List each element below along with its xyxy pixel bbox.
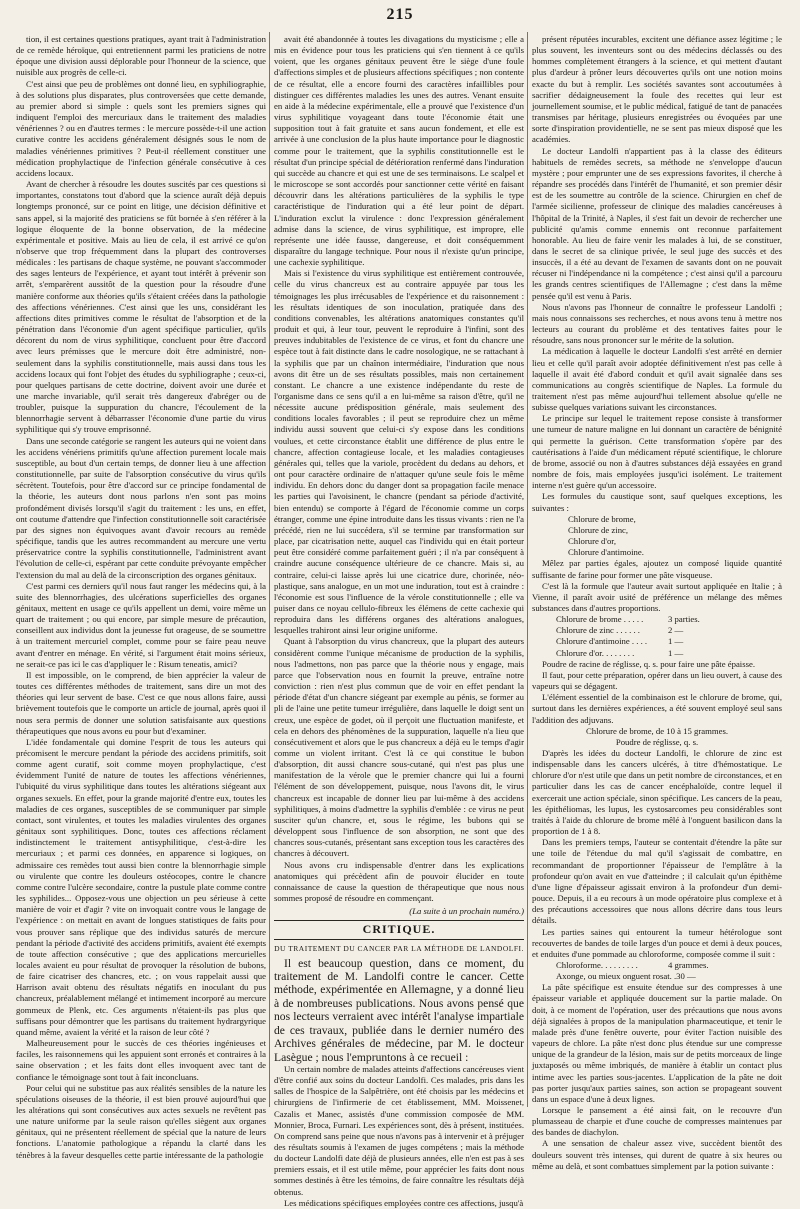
section-divider <box>274 920 524 921</box>
paragraph: avait été abandonnée à toutes les divagations du mysticisme ; elle a mis en évidence pour tous les praticiens qui s'en tiennent à ce qu'ils voient, que les organes génitaux peuvent être le siège d'une foule d'affections simples et de plusieurs affections spécifiques ; non contente de ce résultat, elle a encore fourni des caractères infaillibles pour distinguer ces différentes maladies les unes des autres. Venant ensuite en aide à la médecine expérimentale, elle a prouvé que l'existence d'un virus syphilitique voyageant dans toute l'économie était une supposition tout à fait gratuite et sans aucun fondement, et elle est arrivée à une conclusion de la plus haute importance pour le diagnostic comme pour le traitement, que la syphilis constitutionnelle est le résultat d'un principe spécial de détérioration renfermé dans l'induration qui succède au chancre et qui est une de ses terminaisons. Le scalpel et le microscope se sont accordés pour sanctionner cette vérité en faisant découvrir dans les altérations particulières de la syphilis le type caractéristique de l'induration qui a été leur point de départ. L'induration exclut la virulence : donc l'expression généralement admise dans la science, de virus syphilitique, est impropre, elle représente une idée fausse, dangereuse, et doit conséquemment disparaître du langage technique. Pour nous il n'existe qu'un principe, une cachexie syphilitique. <box>274 34 524 268</box>
paragraph: Quant à l'absorption du virus chancreux, que la plupart des auteurs considèrent comme l'unique mécanisme de production de la syphilis, nous l'admettons, non pas parce que la théorie nous y engage, mais parce que l'observation nous en fournit la preuve, entraîne notre conviction : rien n'est plus commun que de voir en effet pendant la période d'état d'un chancre siégeant par exemple au pénis, se former au pli de l'aine une petite tumeur irrégulière, dans laquelle le doigt sent un creux, une espèce de godet, où il perçoit une fluctuation manifeste, et cela en dehors des phénomènes de la suppuration, laquelle n'a lieu que consécutivement et alors que le pus chancreux a déjà eu le temps d'agir comme un violent irritant. C'est là ce qui constitue le bubon d'absorption, dit aussi chancre sous-cutané, qui n'est pas plus une manifestation de la vérole que le premier chancre qui lui a fourni l'élément de son développement, puisque, nous l'avons dit, le virus chancreux est incapable de donner lieu par lui-même à des accidens syphilitiques, à moins d'admettre la syphilis d'emblée : ce virus ne peut susciter qu'un chancre, et, sous le régime, les bubons qui se développent sous l'influence de son absorption, ne sont que des chancres sous-cutanés, présentant sans exception tous les caractères des chancres à découvert. <box>274 636 524 859</box>
paragraph: Dans les premiers temps, l'auteur se contentait d'étendre la pâte sur une toile de l'étendue du mal qu'il s'agissait de combattre, en recommandant de proportionner l'épaisseur de l'emplâtre à la profondeur qu'on avait en vue d'atteindre ; il calculait qu'un épithème d'une ligne d'épaisseur agissait environ à la profondeur d'un demi-pouce. Depuis, il a eu recours à un mode opératoire plus complexe et à des précautions accessoires que nous allons décrire dans tous leurs détails. <box>532 837 782 926</box>
paragraph: Les formules du caustique sont, sauf quelques exceptions, les suivantes : <box>532 491 782 513</box>
paragraph: Malheureusement pour le succès de ces théories ingénieuses et faciles, les raisonnemens qui les appuient sont erronés et contraires à la saine observation ; et les faits dont elles invoquent avec tant de confiance le témoignage sont tout à fait inconcluans. <box>16 1038 266 1082</box>
paragraph: Les parties saines qui entourent la tumeur hétérologue sont recouvertes de bandes de toile larges d'un pouce et demi à deux pouces, et enduites d'une pommade au chloroforme, composée comme il suit : <box>532 926 782 959</box>
paragraph: D'après les idées du docteur Landolfi, le chlorure de zinc est indispensable dans les cancers ulcérés, à titre d'hémostatique. Le chlorure d'or n'est utile que dans un petit nombre de circonstances, et en particulier dans les cas de cancer encéphaloïde, contre lequel il exercerait une action spéciale, sinon spécifique. Les cancers de la peau, les épithéliomas, les lupus, les cystosarcomes peu considérables sont traités à l'aide du chlorure de brome mêlé à l'onguent basilicon dans la proportion de 1 à 8. <box>532 748 782 837</box>
paragraph: Avant de chercher à résoudre les doutes suscités par ces questions si importantes, constatons tout d'abord que la science auraît déjà depuis longtemps prononcé, sur ce point en litige, une décision définitive et sans appel, si la majorité des praticiens se fût bornée à s'en référer à la logique éloquente de la bonne observation, de la médecine expérimentale et positive. Mais au lieu de cela, il est arrivé ce qu'on n'observe que trop fréquemment dans la plupart des controverses médicales : les partisans de chaque système, ne pouvant s'accommoder des sages lenteurs de l'expérience, et ayant tout intérêt à prévenir son arrêt, s'emparèrent aussitôt de la question pour la résoudre d'une manière conforme aux théories qu'ils s'étaient créées dans la pathologie des affections vénériennes. C'est ainsi que les uns, considérant les affections dites primitives comme le résultat de l'absorption et de la pénétration dans l'économie d'un agent spécifique particulier, qu'ils décorent du nom de virus syphilitique, concluent pour être d'accord avec leurs prémisses que le mercure doit être administré, non-seulement dans la syphilis constitutionnelle, mais aussi dans tous les accidens locaux qui font l'objet des études du syphiliographe ; ceux-ci, pour quelques partisans de cette doctrine, doivent avoir une durée et une marche invariable, qu'il serait très dangereux d'abréger ou de troubler, puisque la suppuration du chancre, l'écoulement de la blennorrhagie servent à débarrasser l'économie d'une partie du virus syphilitique qui s'y trouve emprisonné. <box>16 179 266 435</box>
formula-line: Poudre de réglisse, q. s. <box>615 736 699 747</box>
paragraph: Il faut, pour cette préparation, opérer dans un lieu ouvert, à cause des vapeurs qui se dégagent. <box>532 669 783 692</box>
formula-item: Chlorure d'antimoine. <box>568 547 644 558</box>
paragraph: La pâte spécifique est ensuite étendue sur des compresses à une épaisseur variable et appliquée doucement sur la partie malade. On doit, à ce moment de l'opération, user des précautions que nous avons déjà signalées à propos de la manipulation pharmaceutique, et tenir le malade près d'une fenêtre ouverte, pour éviter l'action nuisible des vapeurs de chlore. La pâte n'est donc plus étendue sur une compresse unique de la grandeur de la lésion, mais sur de petits morceaux de linge juxtaposés ou même imbriqués, de manière à établir un contact plus intime avec les parties sous-jacentes. L'application de la pâte ne doit pas porter jusqu'aux parties saines, son action se propageant souvent dans un espace d'une à deux lignes. <box>532 982 782 1104</box>
formula-row <box>532 648 782 659</box>
paragraph: Les médications spécifiques employées contre ces affections, jusqu'à <box>284 1197 524 1208</box>
paragraph: L'idée fondamentale qui domine l'esprit de tous les auteurs qui précomisent le mercure pendant la période des accidens primitifs, soit comme agent curatif, soit comme moyen prophylactique, c'est évidemment l'unité de nature de toutes les affections vénériennes, l'ubiquité du virus syphilitique dans toutes les altérations siégeant aux organes sexuels. En effet, pour la grande majorité d'entre eux, toutes les maladies de ces organes, susceptibles de se communiquer par simple contact, sont virulentes, et toutes les maladies virulentes des organes génitaux sont syphilitiques. Donc, toutes ces affections réclament indistinctement le traitement antisyphilitique, c'est-à-dire les mercuriaux ; et parmi ces données, en apparence si logiques, on admissaire ces remèdes tout aussi bien contre la blennorrhagie simple ou virulente que contre les douleurs ostéocopes, contre le chancre comme contre l'ulcère secondaire, contre la pustule plate comme contre les syphilides... Opposez-vous une objection un peu sérieuse à cette manière de voir et d'agir ? vite on invoquait contre vous le langage de l'expérience : on mettait en avant de longues statistiques de faits pour vous prouver sans réplique que des individus saturés de mercure pendant la période d'activité des accidens primitifs, avaient été exempts de toute affection consécutive ; que des applications mercurielles locales avaient eu pour résultat de provoquer la résolution de bubons, de faire cicatriser des chancres, etc. ; on vous rappelait aussi que Harrison avait obtenu des résultats négatifs en inoculant du pus chancreux, préalablement mélangé et intimement incorporé au mercure gommeux de Plenk, etc. Ces arguments n'étaient-ils pas plus que suffisans pour démontrer que les partisans du traitement hydrargyrique quand même, avaient la vérité et la raison de leur côté ? <box>16 736 266 1037</box>
paragraph: Le docteur Landolfi n'appartient pas à la classe des éditeurs habituels de remèdes secrets, sa méthode ne s'enveloppe d'aucun mystère ; pour emprunter une de ses expressions favorites, il cherche à répandre ses procédés dans l'intérêt de l'humanité, et son premier désir est de les soumettre au contrôle de la science. Chirurgien en chef de l'armée sicilienne, professeur de clinique des maladies cancéreuses à l'hôpital de la Trinité, à Naples, il s'est fait un devoir de rechercher une publicité qu'amis comme ennemis ont reconnue parfaitement honorable. Au lieu de faire venir les malades à lui, de se constituer, dans le secret de sa clinique privée, le seul juge des succès et des insuccès, il a été au devant de l'examen de savants dont on ne pouvait récuser ni l'indépendance ni la compétence ; c'est ainsi qu'il a parcouru les grands centres scientifiques de l'Allemagne ; c'est dans la même pensée qu'il est venu à Paris. <box>532 145 782 301</box>
paragraph: Nous n'avons pas l'honneur de connaître le professeur Landolfi ; mais nous connaissons ses recherches, et nous avons tenu à mettre nos lecteurs au courant du problème et des tentatives faites pour le résoudre, sans nous prononcer sur le mérite de la solution. <box>532 301 782 346</box>
paragraph: Un certain nombre de malades atteints d'affections cancéreuses vient d'être confié aux soins du docteur Landolfi. Ces malades, pris dans les salles de l'hospice de la Salpêtrière, ont été choisis par les médecins et chirurgiens de l'infirmerie de cet établissement, MM. Moissenet, Cazalis et Manec, assistés d'une commission composée de MM. Monnier, Broca, Furnari. Les expériences sont, dès à présent, instituées. On comprend sans peine que nous n'avons pas à intervenir et à préjuger des résultats soumis à l'examen de juges compétens ; mais la méthode du docteur Landolfi date déjà de plusieurs années, elle n'en est pas à ses premiers essais, et il est utile même, pour apprécier les faits dont nous sommes destinés à être les témoins, de faire connaître les résultats déjà obtenus. <box>274 1063 524 1197</box>
column-2 <box>274 34 524 1208</box>
paragraph: Le principe sur lequel le traitement repose consiste à transformer une tumeur de nature maligne en lui donnant un caractère de bénignité qui permette la guérison. Cette transformation s'opère par des cautérisations à l'aide d'un médicament réputé scientifique, le chlorure de brome, associé ou non à d'autres substances déjà essayées en grand nombre de fois, mais employées jusqu'ici isolément. Le traitement interne n'est guère qu'un accessoire. <box>532 413 782 491</box>
quantity: 4 grammes. <box>668 959 709 970</box>
article-lead <box>274 957 524 1064</box>
paragraph: Pour celui qui ne substitue pas aux réalités sensibles de la nature les spéculations oiseuses de la théorie, il est bien prouvé aujourd'hui que les altérations qui sont consécutives aux actes sexuels ne revêtent pas une nature uniforme par la seule raison qu'elles siègent aux organes génitaux, qui ne présentent réellement de spécial que la nature de leurs fonctions. L'anatomie pathologique a répandu la clarté dans les ténèbres à la faveur desquelles cette partie intéressante de la pathologie <box>16 1082 266 1160</box>
paragraph: C'est parmi ces derniers qu'il nous faut ranger les médecins qui, à la suite des blennorrhagies, des ulcérations superficielles des organes génitaux, mettent en usage ce qu'ils appellent un demi, voire même un quart de traitement ; ou qui encore, par simple mesure de précaution, conseillent aux individus dont la jeunesse fut orageuse, de se soumettre à un traitement mercuriel complet, comme pour se faire peau neuve avant d'entrer en ménage. En vérité, si l'argument était moins sérieux, ne serait-ce pas ici le cas d'appliquer le : Risum teneatis, amici? <box>16 580 266 669</box>
formula-item: Chlorure d'or, <box>568 536 617 547</box>
paragraph: La médication à laquelle le docteur Landolfi s'est arrêté en dernier lieu et celle qu'il paraît avoir adoptée définitivement n'est pas celle à laquelle il avait été d'abord conduit et qu'il avait signalée dans ses communications au congrès scientifique de Naples. La formule du traitement n'est pas même aujourd'hui tellement absolue qu'elle ne subisse quelques variations suivant les circonstances. <box>532 346 782 413</box>
paragraph: Poudre de racine de réglisse, q. s. pour faire une pâte épaisse. <box>542 658 756 669</box>
quantity: 1 — <box>668 636 684 647</box>
ingredient: Chlorure d'antimoine . . . . <box>556 636 648 647</box>
formula-row <box>532 614 782 625</box>
quantity: 1 — <box>668 647 684 658</box>
column-1 <box>16 34 266 1160</box>
formula-row <box>532 636 782 647</box>
paragraph: Mêlez par parties égales, ajoutez un composé liquide quantité suffisante de farine pour former une pâte visqueuse. <box>532 558 782 580</box>
lead-paragraph: Il est beaucoup question, dans ce moment, du traitement de M. Landolfi contre le cancer. Cette méthode, expérimentée en Allemagne, y a donné lieu à de nombreuses publications. Nous avons pensé que nos lecteurs verraient avec intérêt l'analyse impartiale de ces travaux, publiée dans le dernier numéro des Archives générales de médecine, par M. le docteur Lasègue ; nous l'empruntons à ce recueil : <box>274 956 524 1064</box>
paragraph: C'est là la formule que l'auteur avait surtout appliquée en Italie ; à Vienne, il paraît avoir usité de préférence un mélange des mêmes substances dans d'autres proportions. <box>532 580 782 613</box>
article-title: DU TRAITEMENT DU CANCER PAR LA MÉTHODE DE LANDOLFI. <box>274 943 524 953</box>
formula-line: Chlorure de brome, de 10 à 15 grammes. <box>585 725 729 736</box>
paragraph: A une sensation de chaleur assez vive, succèdent bientôt des douleurs souvent très intenses, qui durent de quatre à six heures ou même au delà, et sont combattues simplement par la potion suivante : <box>532 1138 782 1171</box>
ingredient: Chlorure d'or. . . . . . . . <box>556 647 635 658</box>
paragraph: Mais si l'existence du virus syphilitique est entièrement controuvée, celle du virus chancreux est au contraire appuyée par tous les témoignages les plus irrécusables de l'expérience et du raisonnement : les résultats identiques de son inoculation, pratiquée dans des conditions convenables, les altérations anatomiques constantes qu'il produit et qui, à leur tour, peuvent le reproduire à l'infini, sont des preuves indubitables de l'existence de ce virus, et font du chancre une espèce tout à fait distincte dans le cadre nosologique, ne se rattachant à la syphilis que par un chaînon intermédiaire, l'induration que nous avons dit être un de ses résultats possibles, mais non certainement constant. Le chancre a une existence indépendante du reste de l'organisme dans ce sens qu'il a en lui-même sa raison d'être, qu'il ne nécessite aucune prédisposition générale, mais seulement des conditions locales favorables ; il peut se reproduire chez un même individu aussi souvent que celui-ci s'y expose dans les conditions voulues, et cette circonstance établit une différence de plus entre le chancre, affection contagieuse locale, et les maladies contagieuses générales qui, telles que la variole, procèdent du dedans au dehors, et ont pour caractère ordinaire de n'attaquer qu'une seule fois le même individu. En dehors donc du danger dont sa propagation facile menace les parties qui l'avoisinent, le chancre (pendant sa période d'activité, bien entendu) se comporte à l'égard de l'économie comme un corps étranger, comme une épine introduite dans les tissus vivants : rien ne l'a précédé, rien ne lui succédera, s'il se termine par transformation sur place, par cicatrisation nette, auquel cas l'individu qui en était porteur peut être considéré comme parfaitement guéri ; il n'a par conséquent à craindre aucune conséquence ultérieure de ce chancre. Mais si, au contraire, celui-ci laisse après lui une cicatrice dure, chorinée, néo-plastique, sans analogue, en un mot une induration, tout est à craindre : l'économie est sous l'influence de la vérole constitutionnelle ; elle va puiser dans ce noyau cellulo-fibreux les élémens de cette cachexie qui reproduira dans les différens organes des altérations analogues, lesquelles trahiront ainsi leur origine uniforme. <box>274 268 524 636</box>
paragraph: L'élément essentiel de la combinaison est le chlorure de brome, qui, surtout dans les dernières expériences, a été souvent employé seul sans l'addition des adjuvans. <box>532 692 782 725</box>
quantity: 30 — <box>676 971 696 982</box>
ingredient: Chlorure de zinc . . . . . . <box>556 625 640 636</box>
paragraph: C'est ainsi que peu de problèmes ont donné lieu, en syphiliographie, à des solutions plus disparates, plus controversées que cette demande, au premier abord si simple : quels sont les premiers signes qui indiquent l'emploi des mercuriaux dans le traitement des maladies vénériennes ? ou en d'autres termes : le mercure possède-t-il une action curative contre les accidens généralement désignés sous le nom de maladies vénériennes primitives ? Peut-il réellement constituer une médication prophylactique de l'infection générale consécutive à ces accidens locaux. <box>16 78 266 178</box>
column-rule <box>527 32 528 1107</box>
formula-row <box>532 960 782 971</box>
formula-item: Chlorure de brome, <box>568 513 636 524</box>
formula-item: Chlorure de zinc, <box>568 524 629 535</box>
formula-row <box>532 625 782 636</box>
formula-table <box>532 614 782 659</box>
formula-row <box>532 971 782 982</box>
formula-list <box>532 514 782 559</box>
page-number: 215 <box>386 6 414 23</box>
paragraph: Lorsque le pansement a été ainsi fait, on le recouvre d'un plumasseau de charpie et d'une couche de compresses maintenues par des bandes de diachylon. <box>532 1105 782 1138</box>
column-3 <box>532 34 783 1171</box>
section-title: CRITIQUE. <box>362 922 436 937</box>
continuation-note: (La suite à un prochain numéro.) <box>409 906 524 917</box>
column-rule <box>269 32 270 1107</box>
paragraph: Dans une seconde catégorie se rangent les auteurs qui ne voient dans les accidens vénériens primitifs qu'une affection purement locale mais susceptible, au bout d'un certain temps, de donner lieu à une affection constitutionnelle, par suite de l'absorption consécutive du virus qu'ils sécrètent. Toutefois, pour être d'accord sur ce principe fondamental de la théorie, les auteurs dont nous parlons n'en sont pas moins profondément divisés lorsqu'il s'agit du traitement : les uns, en effet, ont coutume d'attendre que l'infection constitutionnelle soit caractérisée par des signes non équivoques avant d'avoir recours au remède spécifique, tandis que les autres recommandent au mercure une vertu préservatrice contre la syphilis constitutionnelle, l'administrent avant l'évolution de celle-ci, espérant par cette conduite prévoyante empêcher l'extension du mal au delà de la circonscription des organes génitaux. <box>16 435 266 580</box>
ingredient: Chloroforme. . . . . . . . . <box>556 959 638 970</box>
paragraph: tion, il est certaines questions pratiques, ayant trait à l'administration de ce remède héroïque, qui entretiennent parmi les praticiens de notre époque une division aussi déplorable pour l'honneur de la science, que nuisible aux progrès de celle-ci. <box>16 34 266 78</box>
quantity: 3 parties. <box>668 614 700 625</box>
ingredient: Chlorure de brome . . . . . <box>556 614 644 625</box>
quantity: 2 — <box>668 625 684 636</box>
paragraph: Nous avons cru indispensable d'entrer dans les explications anatomiques qui précèdent afin de pouvoir élucider en toute connaissance de cause la question de thérapeutique que nous nous sommes proposé de résoudre en commençant. <box>274 859 524 904</box>
ingredient: Axonge, ou mieux onguent rosat. . <box>556 971 677 982</box>
paragraph: Il est impossible, on le comprend, de bien apprécier la valeur de toutes ces différentes méthodes de traitement, sans dire un mot des théories qui leur servent de base. C'est ce que nous allons faire, aussi brièvement toutefois que le comporte un article de journal, après quoi il nous sera permis de donner une solution satisfaisante aux questions thérapeutiques que nous avons eu pour but d'examiner. <box>16 669 266 736</box>
formula-table <box>532 960 782 982</box>
section-divider <box>274 939 524 940</box>
paragraph: présent réputées incurables, excitent une défiance assez légitime ; le plus souvent, les inventeurs sont ou des médecins déclassés ou des hommes complètement étrangers à la science, et qui mettent d'autant plus d'ardeur à prôner leurs découvertes qu'ils ont une notion moins exacte du but à remplir. Les sociétés savantes sont accoutumées à sacrifier dédaigneusement la foule des recettes qui leur est journellement soumise, et le public médical, fatigué de tant de panacées transmises par héritage, plusieurs enregistrées ou évoquées par une sorte d'inspiration providentielle, ne se sent pas mieux disposé que les académies. <box>532 34 782 145</box>
